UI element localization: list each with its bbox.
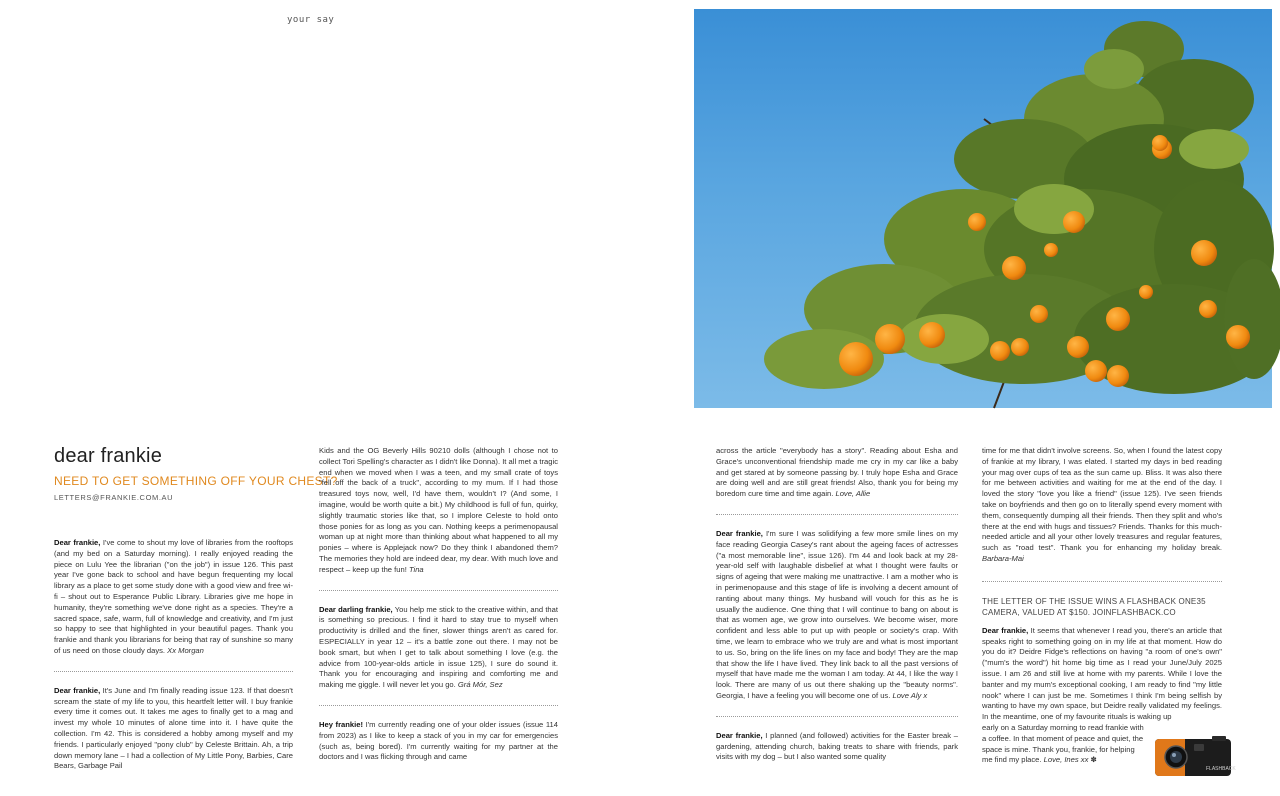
foliage [764, 21, 1280, 394]
column-3 [716, 446, 958, 763]
divider [319, 705, 558, 706]
orange-tree-photo [694, 9, 1272, 408]
letter-4-continued [716, 446, 958, 500]
letter-1-greeting: Dear frankie, [54, 538, 101, 547]
divider [982, 581, 1222, 582]
letter-6-greeting: Dear frankie, [716, 730, 763, 740]
end-mark-icon: ✽ [1090, 755, 1097, 765]
letter-4-body: I'm currently reading one of your older issues (issue 114 from 2023) as I like to keep a stack of you in my car for emergencies (such as, being bored). I'm currently waiting for my partner at the doctors and I was flicking through and came [319, 719, 558, 762]
letter-3-body: You help me stick to the creative within, and that is something so precious. I find it hard to stay true to myself when productivity is drilled and the finer, slower things aren't as cared for. ESPECIALLY in year 12 – it's a battle zone out there. I may not be book smart, but when I get to talk about something I love (e.g. the advice from 100-year-olds article in issue 125), I sure do sound it. Thank you for encouraging and inspiring and comforting me and making me giggle. I will never let you go. [319, 604, 558, 690]
letter-6-continued [982, 446, 1222, 565]
page-title: dear frankie [54, 445, 163, 467]
letter-4-continued-body: across the article "everybody has a story". Reading about Esha and Grace's unconventional friendship made me cry in my car like a baby and get stared at by someone passing by. I truly hope Esha and Grace are doing well and are still great friends! Also, thank you for being my boredom cure time and time again. [716, 446, 958, 499]
letter-2-greeting: Dear frankie, [54, 685, 101, 695]
camera-icon [1154, 736, 1236, 778]
tagline: NEED TO GET SOMETHING OFF YOUR CHEST? [54, 474, 338, 488]
section-label: your say [287, 15, 335, 25]
camera-photo [1154, 736, 1236, 778]
letter-6-continued-body: time for me that didn't involve screens. So, when I found the latest copy of frankie at my library, I was elated. I started my days in bed reading your mag over cups of tea as the sun came up. Bliss. It was also there for me between activities and waiting for me at the end of the day. I loved the story "love you like a friend" (issue 125). I've seen friends take on boyfriends and then go on to literally spend every moment with them, consequently dumping all their friends. Then they split and who's there at the end with hugs and tissues? Friends. Thanks for this much-needed article and all your other lovely treasures and regular features, such as "road test". Thank you for enhancing my holiday break. [982, 446, 1222, 553]
letter-1-body: I've come to shout my love of libraries from the rooftops (and my bed on a Saturday morning). I really enjoyed reading the piece on Lulu Yee the librarian ("on the job") in issue 126. This past year I've gone back to school and have begun frequenting my local library as a place to get some study done with a good view and free wi-fi – shout out to Esperance Public Library. Libraries give me hope in humanity, they're something we've done right as a species. They're a sacred space, safe, warm, full of knowledge and creativity, and I'm just so happy to see that highlighted in your beautiful pages. Thank you frankie and thank you librarians for being that ray of sunshine so many of us need on those cloudy days. [54, 538, 293, 655]
letter-7-signoff: Love, Ines xx [1043, 755, 1089, 765]
letter-4-signoff: Love, Allie [835, 489, 871, 499]
divider [716, 514, 958, 515]
divider [319, 590, 558, 591]
letter-3-greeting: Dear darling frankie, [319, 604, 393, 614]
letter-2-signoff: Tina [408, 564, 424, 574]
letter-1 [54, 538, 293, 657]
letter-6-body: I planned (and followed) activities for the Easter break – gardening, attending church, baking treats to share with friends, park visits with my dog – but I also wanted some quality [716, 730, 959, 762]
column-4 [982, 446, 1222, 766]
column-2 [319, 446, 558, 763]
orange-tree-illustration [694, 9, 1272, 408]
letter-2 [54, 686, 293, 772]
divider [716, 716, 958, 717]
letter-3 [319, 605, 558, 691]
letters-email: LETTERS@FRANKIE.COM.AU [54, 493, 174, 502]
letter-7-narrow [982, 723, 1146, 766]
letter-5-signoff: Love Aly x [892, 690, 928, 700]
letter-5-body: I'm sure I was solidifying a few more smile lines on my face reading Georgia Casey's rant about the ageing faces of actresses ("a most memorable line", issue 126). I'm 44 and look back at my 28-year-old self with laughable disbelief at what I thought were faults or signs of ageing that were making me unattractive. I am a mother who is in perimenopause and this stage of life is involving a decent amount of ranting about many things. My husband will vouch for this as he is usually the audience. One thing that I will continue to bang on about is that as women age, we grow into ourselves. We become wiser, more confident and less able to put up with people or society's crap. With time, we learn to embrace who we truly are and what is most important to us. So, bring on the life lines on my face and body! They are the map that show the life I have lived. They link back to all the past versions of myself that have made me the woman I am today. At 44, I like the way I look. There are many of us out there shaking up the "beauty norms". Georgia, I have a feeling you will become one of us. [716, 528, 958, 700]
letter-7-greeting: Dear frankie, [982, 625, 1029, 635]
letter-6 [716, 731, 958, 763]
letter-5-greeting: Dear frankie, [716, 528, 763, 538]
letter-7-narrow-body: early on a Saturday morning to read frankie with a coffee. In that moment of peace and quiet, the space is mine. Thank you, frankie, for helping me find my place. [982, 722, 1144, 765]
letter-7 [982, 626, 1222, 723]
letter-2-body: It's June and I'm finally reading issue 123. If that doesn't scream the state of my life to you, this heartfelt letter will. I buy frankie every time it comes out. It takes me ages to finally get to a mag and invest my whole 10 minutes of alone time into it. I have quite the collection. I'm 42. This is considered a hobby among myself and my friends. I particularly enjoyed "pony club" by Celeste Brittain. Ah, a trip down memory lane – I had a collection of My Little Pony, Barbies, Care Bears, Garbage Pail [54, 685, 293, 771]
letter-5 [716, 529, 958, 702]
letter-2-continued-body: Kids and the OG Beverly Hills 90210 dolls (although I chose not to collect Tori Spelling's character as I didn't like Donna). It all met a tragic end when we moved when I was a teen, and my small crate of toys "fell off the back of a truck", according to my mum. If I had those treasured toys now, well, I'd have them, wouldn't I? (And some, I imagine, would be worth quite a bit.) My childhood is full of fun, quirky, slightly traumatic stories like that, so I implore Celeste to hold onto those ponies for as long as you can. Nothing keeps a perimenopausal woman up at night more than thinking about what happened to all my ponies – where is Applejack now? Do they think I abandoned them? The memories they hold are indeed dear, my dear. With much love and respect – keep up the fun! [319, 446, 558, 574]
winner-note: THE LETTER OF THE ISSUE WINS A FLASHBACK ONE35 CAMERA, VALUED AT $150. JOINFLASHBACK.CO [982, 596, 1206, 617]
camera-brand-label: FLASHBACK [1206, 766, 1236, 772]
letter-3-signoff: Grá Mór, Sez [457, 680, 503, 690]
letter-4-greeting: Hey frankie! [319, 719, 363, 729]
divider [54, 671, 293, 672]
letter-1-signoff: Xx Morgan [167, 645, 204, 655]
letter-6-signoff: Barbara-Mai [982, 553, 1024, 563]
letter-2-continued [319, 446, 558, 576]
letter-4 [319, 720, 558, 763]
column-1 [54, 538, 293, 772]
letter-7-body: It seems that whenever I read you, there's an article that speaks right to something going on in my life at that moment. How do you do it? Deidre Fidge's reflections on having "a room of one's own" ("mum's the word") hit home big time as I read your June/July 2025 issue. I am 26 and still live at home with my parents. While I love the banter and my mum's exceptional cooking, I am ready to find "my little nook" where I can just be me. Sometimes I think I'm being selfish by wanting to have my own space, but Deidre really validated my feelings. In the meantime, one of my favourite rituals is waking up [982, 625, 1222, 722]
